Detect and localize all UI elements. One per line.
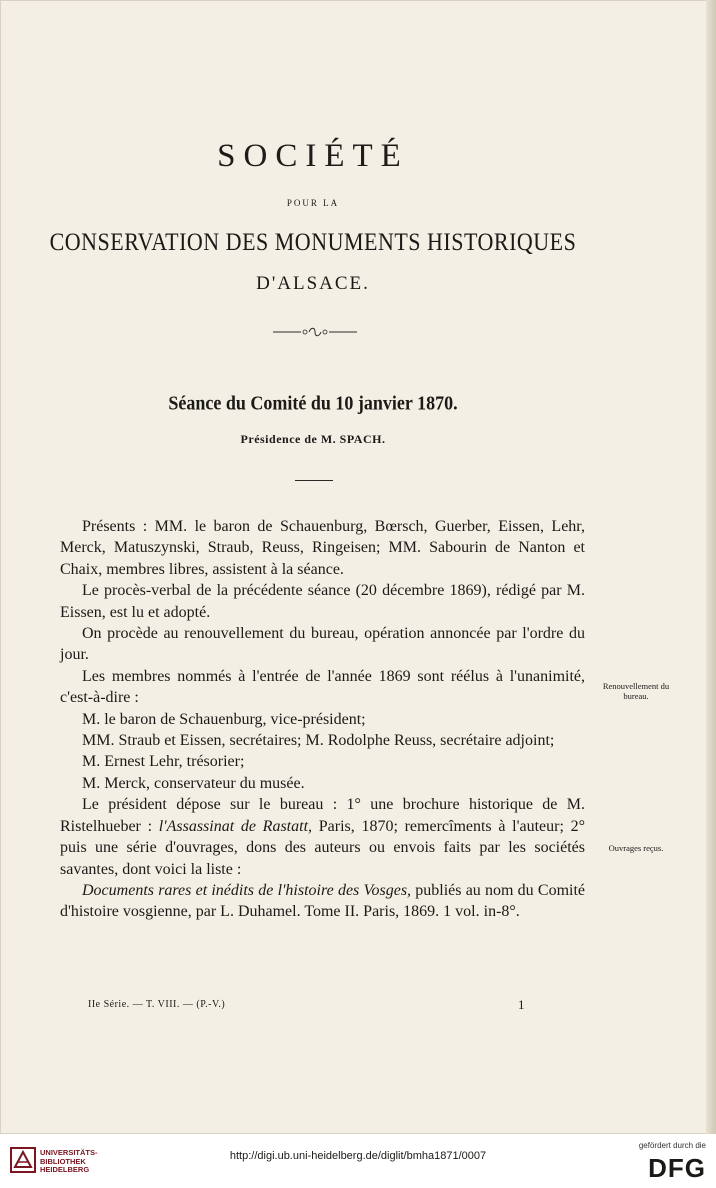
margin-note-ouvrages: Ouvrages reçus. — [608, 843, 664, 853]
minutes-body — [60, 516, 585, 923]
books-italic-title: Documents rares et inédits de l'histoire des Vosges, — [82, 881, 412, 899]
signature-line: IIe Série. — T. VIII. — (P.-V.) — [88, 999, 226, 1010]
session-heading: Séance du Comité du 10 janvier 1870. — [168, 391, 458, 414]
funded-by-caption: gefördert durch die — [638, 1141, 706, 1150]
presidency-line: Présidence de M. SPACH. — [240, 432, 386, 446]
paragraph-secretaires: MM. Straub et Eissen, secrétaires; M. Rodolphe Reuss, secrétaire adjoint; — [82, 732, 555, 750]
dfg-logo[interactable]: DFG — [648, 1153, 706, 1183]
viewer-footer — [0, 1134, 716, 1188]
society-title: SOCIÉTÉ — [217, 138, 409, 174]
library-line-3: HEIDELBERG — [40, 1165, 90, 1174]
paragraph-proces-verbal: Le procès-verbal de la précédente séance (20 décembre 1869), rédigé par M. Eissen, est lu et adopté. — [60, 582, 585, 621]
ornament-divider — [273, 325, 357, 339]
library-line-1: UNIVERSITÄTS- — [40, 1148, 98, 1157]
paragraph-presents: Présents : MM. le baron de Schauenburg, Bœrsch, Guerber, Eissen, Lehr, Merck, Matuszynski, Straub, Reuss, Ringeisen; MM. Sabourin de Nanton et Chaix, membres libres, assistent à la séance. — [60, 518, 585, 578]
paragraph-renouvellement: On procède au renouvellement du bureau, opération annoncée par l'ordre du jour. — [60, 625, 585, 664]
gift-italic-title: l'Assassinat de Rastatt, — [158, 817, 313, 835]
page-edge — [706, 0, 716, 1134]
gift-text-end: Paris, 1870; remercîments à l'auteur; 2° puis une série d'ouvrages, dons des auteurs ou envois faits par les sociétés savantes, dont voici la liste : — [60, 817, 586, 878]
section-rule — [295, 480, 333, 481]
signature-number: 1 — [518, 997, 525, 1012]
permalink-url[interactable]: http://digi.ub.uni-heidelberg.de/diglit/bmha1871/0007 — [229, 1150, 487, 1162]
paragraph-tresorier: M. Ernest Lehr, trésorier; — [82, 753, 245, 771]
gift-text-start: Le président dépose sur le bureau : 1° une brochure historique de M. Ristelhueber : — [60, 796, 585, 835]
paragraph-gift — [60, 794, 585, 880]
books-text-end: publiés au nom du Comité d'histoire vosgienne, par L. Duhamel. Tome II. Paris, 1869. 1 vol. in-8°. — [60, 881, 586, 921]
pour-la-line: POUR LA — [286, 198, 340, 208]
paragraph-membres: Les membres nommés à l'entrée de l'année 1869 sont réélus à l'unanimité, c'est-à-dire : — [60, 667, 585, 707]
region-line: D'ALSACE. — [256, 273, 370, 294]
society-subtitle: CONSERVATION DES MONUMENTS HISTORIQUES — [49, 227, 577, 256]
paragraph-books — [60, 880, 585, 923]
paragraph-conservateur: M. Merck, conservateur du musée. — [82, 774, 305, 792]
margin-note-renouvellement: Renouvellement du bureau. — [602, 681, 670, 701]
paragraph-vice-president: M. le baron de Schauenburg, vice-président; — [82, 710, 366, 728]
library-line-2: BIBLIOTHEK — [40, 1156, 86, 1166]
